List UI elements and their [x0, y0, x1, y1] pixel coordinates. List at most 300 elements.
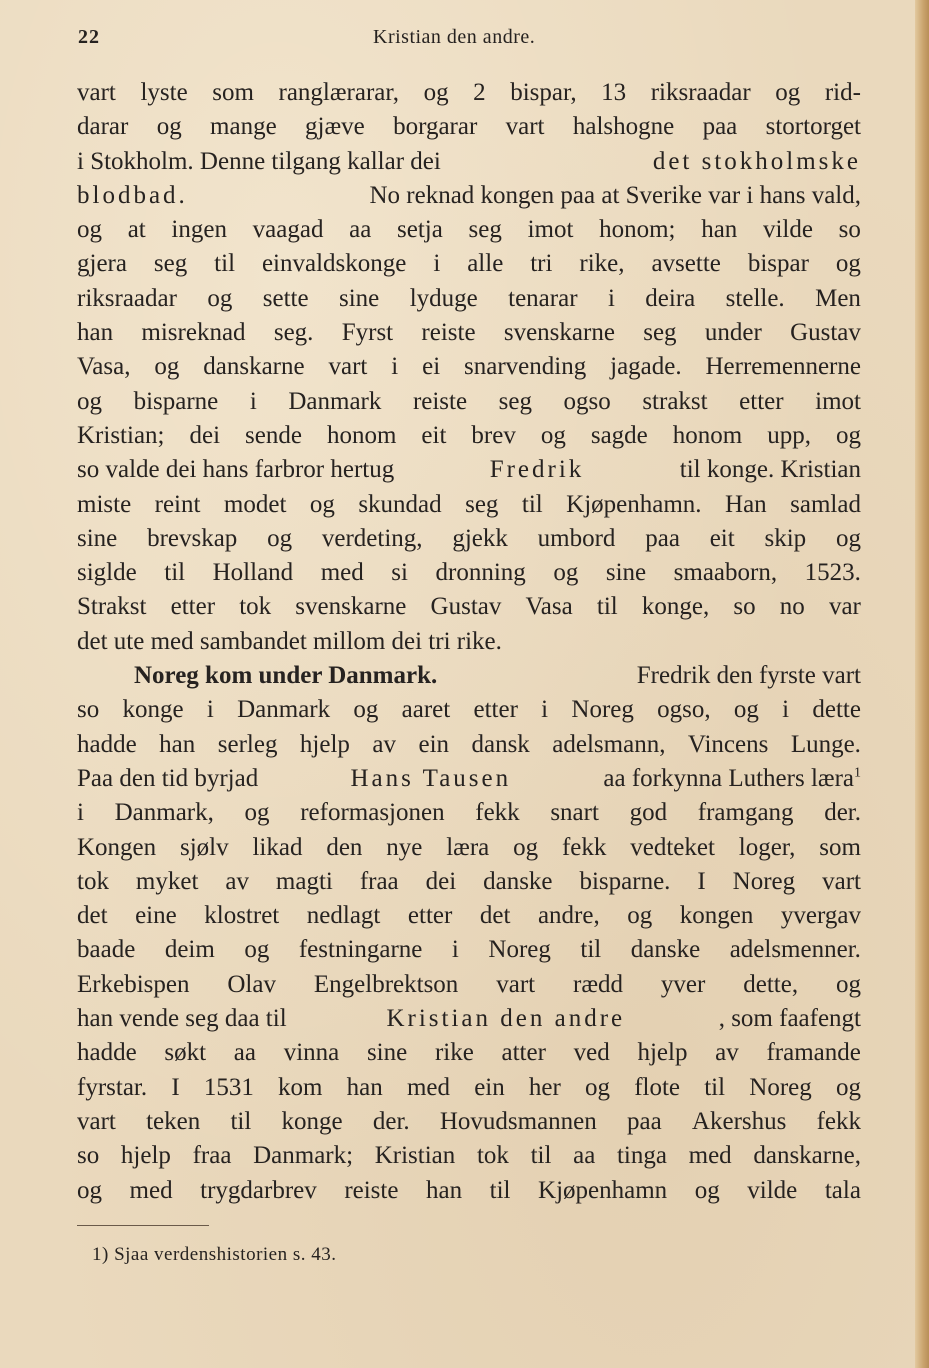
word: gjera [77, 250, 127, 278]
word: trygdarbrev [200, 1176, 317, 1204]
word: si [391, 559, 408, 587]
text-line [77, 933, 861, 967]
word: Danmark; [253, 1142, 354, 1170]
word: aaret [401, 696, 451, 724]
word: og [835, 250, 861, 278]
word: reiste [412, 387, 468, 415]
word: danske [483, 867, 553, 895]
word: ogso [563, 387, 611, 415]
word: av [715, 1039, 739, 1067]
word: i [451, 936, 459, 964]
spaced-term: blodbad. [77, 181, 188, 209]
word: bispar, [510, 79, 577, 106]
word: klostret [204, 902, 280, 930]
word: det [77, 902, 108, 930]
word: skip [764, 524, 807, 552]
text-segment [597, 762, 861, 796]
word: yvergav [780, 902, 861, 930]
word: og [775, 79, 801, 106]
word: honom [326, 421, 397, 449]
word: Vincens [687, 730, 769, 758]
word: til [596, 593, 618, 621]
word: fraa [192, 1142, 232, 1170]
word: deira [645, 284, 696, 312]
word: adelsmenner. [729, 936, 861, 964]
word: og [835, 1073, 861, 1101]
word: framande [766, 1039, 861, 1067]
word: vilde [762, 216, 813, 244]
word: so [77, 696, 100, 724]
word: seg. [273, 319, 314, 347]
word: til [704, 1073, 726, 1101]
footnote-reference: 1 [854, 765, 861, 781]
word: som [212, 79, 254, 106]
word: og [733, 696, 759, 724]
text-line [77, 762, 861, 796]
text-segment: han vende seg daa til [77, 1005, 293, 1033]
word: Erkebispen [77, 970, 190, 998]
text-line [77, 1002, 861, 1036]
word: til [214, 250, 236, 278]
word: og [156, 113, 182, 141]
word: sine [339, 284, 380, 312]
word: svenskarne [503, 319, 615, 347]
spaced-term: Fredrik [489, 456, 585, 484]
text-line [77, 179, 861, 213]
word: og [244, 936, 270, 964]
word: magti [275, 867, 333, 895]
word: Vasa, [77, 353, 131, 381]
word: 1531 [203, 1073, 254, 1101]
word: seg [465, 490, 499, 518]
word: I [171, 1073, 180, 1101]
text-line [77, 659, 861, 693]
word: og [694, 1176, 720, 1204]
spaced-term: Kristian den andre [386, 1005, 626, 1033]
word: god [629, 799, 668, 827]
word: han [701, 216, 738, 244]
word: Danmark [288, 387, 382, 415]
word: han [426, 1176, 463, 1204]
word: rædd [573, 970, 623, 998]
word: bisparne [133, 387, 219, 415]
word: og [540, 421, 566, 449]
word: Fyrst [341, 319, 394, 347]
word: der. [824, 799, 861, 827]
word: verdeting, [321, 524, 423, 552]
word: kongen [679, 902, 754, 930]
word: seg [498, 387, 532, 415]
word: vart [328, 353, 368, 381]
word: jagade. [610, 353, 682, 381]
word: sagde [590, 421, 648, 449]
word: var [828, 593, 861, 621]
text-line [77, 145, 861, 179]
word: den [326, 833, 363, 861]
word: sine [77, 524, 118, 552]
word: 13 [601, 79, 627, 106]
word: Noreg [732, 867, 796, 895]
word: dei [425, 867, 457, 895]
word: etter [170, 593, 216, 621]
text-line [77, 247, 861, 281]
text-segment: , som faafengt [718, 1005, 861, 1033]
word: seg [153, 250, 188, 278]
word: i [206, 696, 214, 724]
text-line [77, 1105, 861, 1139]
word: Kjøpenhamn. [566, 490, 702, 518]
text-line [77, 556, 861, 590]
word: honom; [599, 216, 676, 244]
word: og [77, 387, 102, 415]
word: snarvending [464, 353, 587, 381]
word: nye [386, 833, 423, 861]
word: vedteket [630, 833, 715, 861]
word: eit [421, 421, 447, 449]
word: Olav [227, 970, 276, 998]
word: der. [372, 1107, 410, 1135]
word: søkt [164, 1039, 207, 1067]
word: vaagad [252, 216, 324, 244]
word: sine [366, 1039, 408, 1067]
body-text [77, 76, 861, 1208]
word: brevskap [147, 524, 238, 552]
word: han [159, 730, 196, 758]
word: lyduge [409, 284, 478, 312]
word: paa [702, 113, 738, 141]
word: so [838, 216, 861, 244]
word: og [353, 696, 379, 724]
word: og [77, 216, 102, 244]
word: Danmark, [114, 799, 214, 827]
word: rike, [579, 250, 625, 278]
footnote-text: Sjaa verdenshistorien s. 43. [108, 1244, 337, 1265]
word: Han [725, 490, 767, 518]
word: danske [630, 936, 701, 964]
word: etter [739, 387, 784, 415]
word: Gustav [430, 593, 502, 621]
text-line [77, 385, 861, 419]
text-segment: No reknad kongen paa at Sverike var i hans vald, [363, 181, 861, 209]
word: i [391, 353, 399, 381]
word: og [244, 799, 270, 827]
text-segment: so valde dei hans farbror hertug [77, 456, 401, 484]
word: læra [446, 833, 490, 861]
word: paa [627, 1107, 662, 1135]
text-segment: i Stokholm. Denne tilgang kallar dei [77, 147, 448, 175]
word: ved [573, 1039, 610, 1067]
text-line [77, 865, 861, 899]
word: i [782, 696, 790, 724]
word: einvaldskonge [261, 250, 407, 278]
text-line [77, 316, 861, 350]
text-line [77, 796, 861, 830]
word: Engelbrektson [313, 970, 459, 998]
word: i [607, 284, 615, 312]
word: Noreg [571, 696, 634, 724]
word: aa [573, 1142, 596, 1170]
footnote-divider [77, 1225, 209, 1226]
word: miste [77, 490, 132, 518]
word: aa [349, 216, 372, 244]
word: avsette [651, 250, 721, 278]
page-header [78, 24, 860, 52]
word: til [489, 1176, 511, 1204]
word: Hovudsmannen [439, 1107, 597, 1135]
page-number: 22 [78, 26, 100, 48]
word: seg [643, 319, 677, 347]
word: brev [471, 421, 516, 449]
word: her [528, 1073, 561, 1101]
word: han [346, 1073, 383, 1101]
word: Vasa [525, 593, 573, 621]
word: atter [501, 1039, 546, 1067]
text-line [77, 728, 861, 762]
word: deim [164, 936, 215, 964]
word: Holland [212, 559, 294, 587]
word: framgang [697, 799, 794, 827]
word: det [479, 902, 511, 930]
word: med [688, 1142, 732, 1170]
word: med [406, 1073, 450, 1101]
word: dette, [743, 970, 799, 998]
word: skundad [358, 490, 442, 518]
word: og [627, 902, 653, 930]
word: paa [645, 524, 680, 552]
text-line [77, 1071, 861, 1105]
word: halshogne [572, 113, 675, 141]
word: fraa [359, 867, 399, 895]
word: imot [527, 216, 574, 244]
text-line [77, 1139, 861, 1173]
word: og [207, 284, 233, 312]
word: setja [397, 216, 443, 244]
text-line [77, 488, 861, 522]
word: under [704, 319, 762, 347]
word: borgarar [393, 113, 478, 141]
word: ein [474, 1073, 505, 1101]
word: i [433, 250, 441, 278]
word: til [530, 1142, 552, 1170]
word: og [309, 490, 335, 518]
word: flote [634, 1073, 681, 1101]
word: stelle. [725, 284, 785, 312]
word: hjelp [637, 1039, 688, 1067]
word: upp, [767, 421, 811, 449]
word: og [835, 970, 861, 998]
spaced-term: det stokholmske [652, 147, 861, 175]
text-line [77, 282, 861, 316]
word: fekk [561, 833, 607, 861]
word: tok [476, 1142, 509, 1170]
word: rid- [824, 79, 861, 106]
word: i [541, 696, 549, 724]
word: myket [135, 867, 199, 895]
word: etter [473, 696, 518, 724]
word: tala [824, 1176, 861, 1204]
word: rike [434, 1039, 474, 1067]
word: vart [822, 867, 861, 895]
word: og [513, 833, 539, 861]
word: tri [530, 250, 553, 278]
word: aa [233, 1039, 256, 1067]
word: fyrstar. [77, 1073, 148, 1101]
text-line [77, 899, 861, 933]
text-line [77, 693, 861, 727]
footnote-marker: 1) [92, 1244, 109, 1265]
text-line [77, 1036, 861, 1070]
word: gjæve [305, 113, 365, 141]
word: og [267, 524, 293, 552]
text-line [77, 590, 861, 624]
word: konge, [641, 593, 710, 621]
text-line: det ute med sambandet millom dei tri rike. [77, 627, 502, 655]
word: dei [189, 421, 221, 449]
word: og [835, 421, 861, 449]
word: fekk [475, 799, 520, 827]
word: at [127, 216, 146, 244]
word: Kristian; [77, 421, 165, 449]
word: tinga [616, 1142, 667, 1170]
word: reformasjonen [300, 799, 445, 827]
word: stortorget [765, 113, 861, 141]
word: tenarar [508, 284, 578, 312]
word: teken [146, 1107, 201, 1135]
word: reiste [421, 319, 476, 347]
word: av [372, 730, 396, 758]
footnote [92, 1244, 337, 1266]
text-line [77, 522, 861, 556]
text-line [77, 1174, 861, 1208]
word: dronning [435, 559, 526, 587]
word: bispar [747, 250, 809, 278]
word: hjelp [299, 730, 350, 758]
word: dette [812, 696, 861, 724]
word: dansk [471, 730, 530, 758]
word: no [779, 593, 805, 621]
word: han [77, 319, 114, 347]
word: til [230, 1107, 252, 1135]
word: misreknad [141, 319, 246, 347]
word: kom [278, 1073, 323, 1101]
word: Noreg [488, 936, 551, 964]
word: smaaborn, [673, 559, 778, 587]
text-line [77, 453, 861, 487]
word: seg [468, 216, 502, 244]
text-line [77, 419, 861, 453]
word: danskarne [203, 353, 305, 381]
word: serleg [217, 730, 278, 758]
word: vilde [747, 1176, 798, 1204]
word: baade [77, 936, 136, 964]
word: eine [135, 902, 177, 930]
word: reiste [344, 1176, 399, 1204]
word: Kristian [374, 1142, 456, 1170]
word: Akershus [691, 1107, 787, 1135]
word: sende [245, 421, 302, 449]
word: darar [77, 113, 129, 141]
word: med [129, 1176, 173, 1204]
text-segment: til konge. Kristian [673, 456, 861, 484]
word: siglde [77, 559, 137, 587]
text-segment-inner: aa forkynna Luthers læra [597, 764, 854, 792]
text-line [77, 831, 861, 865]
page-edge [915, 0, 929, 1368]
word: yver [660, 970, 706, 998]
word: og [553, 559, 579, 587]
word: vinna [283, 1039, 340, 1067]
word: Lunge. [790, 730, 861, 758]
word: umbord [537, 524, 616, 552]
word: reint [154, 490, 201, 518]
text-segment: Paa den tid byrjad [77, 764, 265, 792]
word: og [77, 1176, 102, 1204]
word: riksraadar [77, 284, 177, 312]
word: lyste [140, 79, 188, 106]
word: alle [467, 250, 504, 278]
word: vart [77, 1107, 116, 1135]
word: Kjøpenhamn [538, 1176, 668, 1204]
word: til [521, 490, 543, 518]
word: Men [815, 284, 861, 312]
word: vart [505, 113, 545, 141]
word: Herremennerne [705, 353, 861, 381]
word: med [320, 559, 364, 587]
word: hadde [77, 1039, 137, 1067]
word: ingen [171, 216, 227, 244]
word: av [225, 867, 249, 895]
word: etter [407, 902, 453, 930]
word: sine [605, 559, 647, 587]
word: Danmark [237, 696, 331, 724]
word: Strakst [77, 593, 147, 621]
text-line [77, 213, 861, 247]
word: eit [709, 524, 735, 552]
word: snart [550, 799, 599, 827]
word: vart [496, 970, 536, 998]
word: mange [210, 113, 277, 141]
word: nedlagt [306, 902, 381, 930]
word: Kongen [77, 833, 157, 861]
word: honom [672, 421, 743, 449]
spaced-term: Hans Tausen [350, 764, 512, 792]
word: ei [422, 353, 441, 381]
word: svenskarne [295, 593, 407, 621]
word: og [423, 79, 449, 106]
word: 2 [473, 79, 486, 106]
word: konge [281, 1107, 343, 1135]
word: bisparne. [579, 867, 671, 895]
word: riksraadar [650, 79, 751, 106]
word: hjelp [120, 1142, 171, 1170]
word: og [835, 524, 861, 552]
word: danskarne, [753, 1142, 861, 1170]
word: so [77, 1142, 100, 1170]
word: gjekk [452, 524, 508, 552]
word: i [77, 799, 84, 827]
word: tok [77, 867, 109, 895]
word: samlad [790, 490, 861, 518]
word: ranglærarar, [278, 79, 399, 106]
word: sette [262, 284, 309, 312]
text-line [77, 968, 861, 1002]
text-line [77, 350, 861, 384]
word: andre, [537, 902, 600, 930]
word: og [154, 353, 180, 381]
word: so [733, 593, 756, 621]
word: ogso, [657, 696, 711, 724]
word: Gustav [790, 319, 861, 347]
